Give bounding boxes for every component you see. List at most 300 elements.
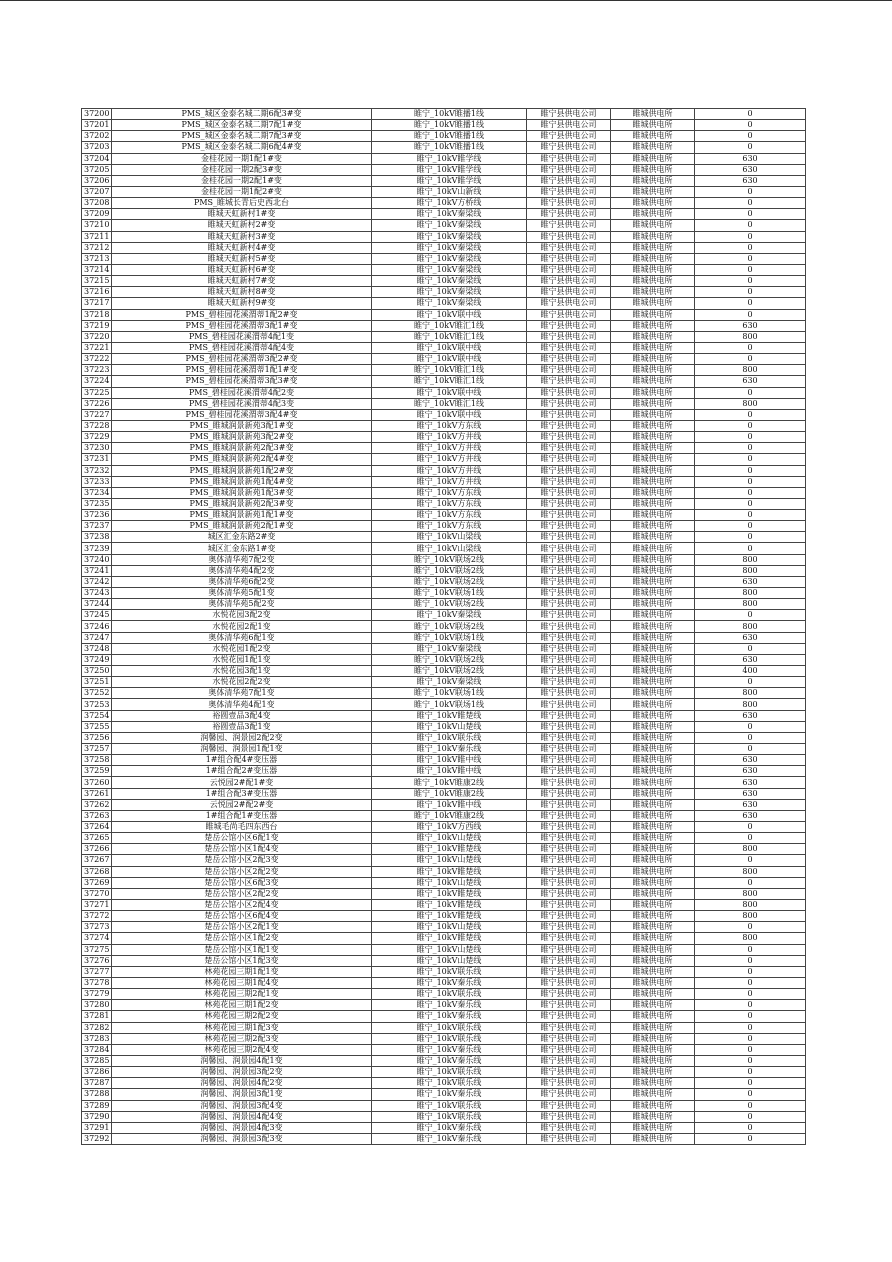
- table-row: [82, 699, 806, 710]
- table-row: [82, 186, 806, 197]
- capacity-cell: 630: [695, 576, 806, 587]
- transformer-name-cell: PMS_碧桂园花溪渭蒂4配4变: [112, 342, 372, 353]
- transformer-name-cell: 城区汇金东路1#变: [112, 543, 372, 554]
- feeder-line-cell: 睢宁_10kV联场2线: [372, 666, 527, 677]
- feeder-line-cell: 睢宁_10kV秦梁线: [372, 231, 527, 242]
- table-row: [82, 688, 806, 699]
- transformer-name-cell: PMS_睢城润景新苑3配1#变: [112, 420, 372, 431]
- station-cell: 睢城供电所: [611, 309, 695, 320]
- transformer-name-cell: PMS_睢城润景新苑1配4#变: [112, 476, 372, 487]
- transformer-name-cell: 楚岳公馆小区6配1变: [112, 833, 372, 844]
- transformer-name-cell: 奥体清华苑7配2变: [112, 554, 372, 565]
- transformer-name-cell: PMS_城区金泰名城二期7配3#变: [112, 131, 372, 142]
- transformer-name-cell: 林苑花园三期2配1变: [112, 989, 372, 1000]
- transformer-name-cell: PMS_碧桂园花溪渭蒂3配4#变: [112, 409, 372, 420]
- feeder-line-cell: 睢宁_10kV山楚线: [372, 944, 527, 955]
- row-id-cell: 37250: [82, 666, 112, 677]
- capacity-cell: 800: [695, 933, 806, 944]
- station-cell: 睢城供电所: [611, 109, 695, 120]
- capacity-cell: 0: [695, 532, 806, 543]
- capacity-cell: 0: [695, 387, 806, 398]
- table-row: [82, 109, 806, 120]
- feeder-line-cell: 睢宁_10kV方东线: [372, 521, 527, 532]
- table-row: [82, 933, 806, 944]
- transformer-name-cell: 润馨园、润景园4配1变: [112, 1055, 372, 1066]
- feeder-line-cell: 睢宁_10kV联场1线: [372, 588, 527, 599]
- table-row: [82, 320, 806, 331]
- capacity-cell: 0: [695, 354, 806, 365]
- table-row: [82, 744, 806, 755]
- feeder-line-cell: 睢宁_10kV睢康2线: [372, 810, 527, 821]
- table-row: [82, 510, 806, 521]
- company-cell: 睢宁县供电公司: [527, 777, 611, 788]
- capacity-cell: 630: [695, 710, 806, 721]
- capacity-cell: 0: [695, 432, 806, 443]
- feeder-line-cell: 睢宁_10kV方桥线: [372, 198, 527, 209]
- row-id-cell: 37265: [82, 833, 112, 844]
- table-row: [82, 543, 806, 554]
- capacity-cell: 0: [695, 476, 806, 487]
- station-cell: 睢城供电所: [611, 877, 695, 888]
- company-cell: 睢宁县供电公司: [527, 220, 611, 231]
- station-cell: 睢城供电所: [611, 554, 695, 565]
- station-cell: 睢城供电所: [611, 1000, 695, 1011]
- feeder-line-cell: 睢宁_10kV睢汇1线: [372, 331, 527, 342]
- feeder-line-cell: 睢宁_10kV联乐线: [372, 732, 527, 743]
- row-id-cell: 37286: [82, 1067, 112, 1078]
- row-id-cell: 37217: [82, 298, 112, 309]
- feeder-line-cell: 睢宁_10kV睢中线: [372, 799, 527, 810]
- company-cell: 睢宁县供电公司: [527, 131, 611, 142]
- row-id-cell: 37232: [82, 465, 112, 476]
- company-cell: 睢宁县供电公司: [527, 1133, 611, 1144]
- capacity-cell: 800: [695, 398, 806, 409]
- company-cell: 睢宁县供电公司: [527, 977, 611, 988]
- capacity-cell: 0: [695, 643, 806, 654]
- feeder-line-cell: 睢宁_10kV秦梁线: [372, 610, 527, 621]
- station-cell: 睢城供电所: [611, 120, 695, 131]
- transformer-name-cell: 睢城天虹新村5#变: [112, 253, 372, 264]
- table-row: [82, 1133, 806, 1144]
- transformer-name-cell: PMS_城区金泰名城二期6配4#变: [112, 142, 372, 153]
- feeder-line-cell: 睢宁_10kV秦乐线: [372, 1089, 527, 1100]
- capacity-cell: 0: [695, 120, 806, 131]
- station-cell: 睢城供电所: [611, 354, 695, 365]
- transformer-data-table: [81, 108, 806, 1145]
- table-row: [82, 521, 806, 532]
- row-id-cell: 37281: [82, 1011, 112, 1022]
- transformer-name-cell: 奥体清华苑6配2变: [112, 576, 372, 587]
- feeder-line-cell: 睢宁_10kV山楚线: [372, 833, 527, 844]
- feeder-line-cell: 睢宁_10kV方井线: [372, 476, 527, 487]
- row-id-cell: 37247: [82, 632, 112, 643]
- transformer-name-cell: 1#组合配1#变压器: [112, 810, 372, 821]
- station-cell: 睢城供电所: [611, 1111, 695, 1122]
- company-cell: 睢宁县供电公司: [527, 933, 611, 944]
- company-cell: 睢宁县供电公司: [527, 164, 611, 175]
- feeder-line-cell: 睢宁_10kV联乐线: [372, 1100, 527, 1111]
- transformer-name-cell: 云悦园2#配1#变: [112, 777, 372, 788]
- feeder-line-cell: 睢宁_10kV山楚线: [372, 877, 527, 888]
- row-id-cell: 37248: [82, 643, 112, 654]
- capacity-cell: 0: [695, 1000, 806, 1011]
- company-cell: 睢宁县供电公司: [527, 1100, 611, 1111]
- transformer-name-cell: 林苑花园三期2配2变: [112, 1011, 372, 1022]
- feeder-line-cell: 睢宁_10kV睢中线: [372, 766, 527, 777]
- row-id-cell: 37287: [82, 1078, 112, 1089]
- station-cell: 睢城供电所: [611, 420, 695, 431]
- table-row: [82, 454, 806, 465]
- table-row: [82, 220, 806, 231]
- table-row: [82, 877, 806, 888]
- table-body: [82, 109, 806, 1145]
- row-id-cell: 37256: [82, 732, 112, 743]
- table-row: [82, 476, 806, 487]
- table-row: [82, 153, 806, 164]
- station-cell: 睢城供电所: [611, 476, 695, 487]
- feeder-line-cell: 睢宁_10kV联场1线: [372, 699, 527, 710]
- station-cell: 睢城供电所: [611, 521, 695, 532]
- feeder-line-cell: 睢宁_10kV睢楚线: [372, 866, 527, 877]
- transformer-name-cell: 睢城天虹新村4#变: [112, 242, 372, 253]
- capacity-cell: 630: [695, 799, 806, 810]
- station-cell: 睢城供电所: [611, 231, 695, 242]
- transformer-name-cell: 奥体清华苑7配1变: [112, 688, 372, 699]
- station-cell: 睢城供电所: [611, 899, 695, 910]
- transformer-name-cell: 润馨园、润景园3配3变: [112, 1133, 372, 1144]
- capacity-cell: 630: [695, 766, 806, 777]
- transformer-name-cell: 楚岳公馆小区2配2变: [112, 866, 372, 877]
- station-cell: 睢城供电所: [611, 643, 695, 654]
- row-id-cell: 37260: [82, 777, 112, 788]
- company-cell: 睢宁县供电公司: [527, 554, 611, 565]
- station-cell: 睢城供电所: [611, 922, 695, 933]
- feeder-line-cell: 睢宁_10kV睢康2线: [372, 777, 527, 788]
- row-id-cell: 37253: [82, 699, 112, 710]
- station-cell: 睢城供电所: [611, 810, 695, 821]
- table-row: [82, 175, 806, 186]
- feeder-line-cell: 睢宁_10kV睢播1线: [372, 109, 527, 120]
- station-cell: 睢城供电所: [611, 432, 695, 443]
- table-row: [82, 565, 806, 576]
- feeder-line-cell: 睢宁_10kV联乐线: [372, 989, 527, 1000]
- company-cell: 睢宁县供电公司: [527, 476, 611, 487]
- transformer-name-cell: 楚岳公馆小区2配4变: [112, 899, 372, 910]
- top-border-line: [0, 0, 892, 1]
- capacity-cell: 800: [695, 899, 806, 910]
- row-id-cell: 37226: [82, 398, 112, 409]
- capacity-cell: 0: [695, 721, 806, 732]
- station-cell: 睢城供电所: [611, 331, 695, 342]
- transformer-name-cell: 奥体清华苑4配1变: [112, 699, 372, 710]
- table-row: [82, 989, 806, 1000]
- table-row: [82, 911, 806, 922]
- feeder-line-cell: 睢宁_10kV睢康2线: [372, 788, 527, 799]
- transformer-name-cell: PMS_睢城润景新苑1配3#变: [112, 487, 372, 498]
- station-cell: 睢城供电所: [611, 131, 695, 142]
- feeder-line-cell: 睢宁_10kV秦梁线: [372, 220, 527, 231]
- capacity-cell: 800: [695, 588, 806, 599]
- capacity-cell: 0: [695, 220, 806, 231]
- row-id-cell: 37224: [82, 376, 112, 387]
- company-cell: 睢宁县供电公司: [527, 911, 611, 922]
- table-row: [82, 532, 806, 543]
- station-cell: 睢城供电所: [611, 1100, 695, 1111]
- station-cell: 睢城供电所: [611, 164, 695, 175]
- company-cell: 睢宁县供电公司: [527, 732, 611, 743]
- feeder-line-cell: 睢宁_10kV睢汇1线: [372, 365, 527, 376]
- company-cell: 睢宁县供电公司: [527, 287, 611, 298]
- company-cell: 睢宁县供电公司: [527, 120, 611, 131]
- table-row: [82, 1089, 806, 1100]
- row-id-cell: 37219: [82, 320, 112, 331]
- capacity-cell: 0: [695, 409, 806, 420]
- row-id-cell: 37239: [82, 543, 112, 554]
- capacity-cell: 800: [695, 599, 806, 610]
- row-id-cell: 37243: [82, 588, 112, 599]
- row-id-cell: 37278: [82, 977, 112, 988]
- station-cell: 睢城供电所: [611, 599, 695, 610]
- station-cell: 睢城供电所: [611, 1022, 695, 1033]
- capacity-cell: 630: [695, 164, 806, 175]
- row-id-cell: 37269: [82, 877, 112, 888]
- feeder-line-cell: 睢宁_10kV联乐线: [372, 1078, 527, 1089]
- station-cell: 睢城供电所: [611, 766, 695, 777]
- transformer-name-cell: 金桂花园一期1配2#变: [112, 186, 372, 197]
- capacity-cell: 800: [695, 866, 806, 877]
- table-row: [82, 209, 806, 220]
- station-cell: 睢城供电所: [611, 688, 695, 699]
- station-cell: 睢城供电所: [611, 621, 695, 632]
- station-cell: 睢城供电所: [611, 699, 695, 710]
- station-cell: 睢城供电所: [611, 588, 695, 599]
- company-cell: 睢宁县供电公司: [527, 899, 611, 910]
- table-row: [82, 264, 806, 275]
- feeder-line-cell: 睢宁_10kV联乐线: [372, 1022, 527, 1033]
- company-cell: 睢宁县供电公司: [527, 822, 611, 833]
- feeder-line-cell: 睢宁_10kV联中线: [372, 409, 527, 420]
- transformer-name-cell: 楚岳公馆小区2配1变: [112, 922, 372, 933]
- company-cell: 睢宁县供电公司: [527, 688, 611, 699]
- feeder-line-cell: 睢宁_10kV联场2线: [372, 621, 527, 632]
- table-row: [82, 777, 806, 788]
- station-cell: 睢城供电所: [611, 833, 695, 844]
- company-cell: 睢宁县供电公司: [527, 1122, 611, 1133]
- feeder-line-cell: 睢宁_10kV秦乐线: [372, 1133, 527, 1144]
- company-cell: 睢宁县供电公司: [527, 432, 611, 443]
- capacity-cell: 0: [695, 109, 806, 120]
- station-cell: 睢城供电所: [611, 955, 695, 966]
- station-cell: 睢城供电所: [611, 632, 695, 643]
- transformer-name-cell: 润馨园、润景园2配2变: [112, 732, 372, 743]
- capacity-cell: 800: [695, 699, 806, 710]
- company-cell: 睢宁县供电公司: [527, 922, 611, 933]
- table-row: [82, 242, 806, 253]
- feeder-line-cell: 睢宁_10kV睢汇1线: [372, 398, 527, 409]
- feeder-line-cell: 睢宁_10kV联中线: [372, 354, 527, 365]
- capacity-cell: 630: [695, 175, 806, 186]
- station-cell: 睢城供电所: [611, 142, 695, 153]
- transformer-name-cell: PMS_碧桂园花溪渭蒂4配2变: [112, 387, 372, 398]
- row-id-cell: 37277: [82, 966, 112, 977]
- company-cell: 睢宁县供电公司: [527, 498, 611, 509]
- table-row: [82, 554, 806, 565]
- company-cell: 睢宁县供电公司: [527, 510, 611, 521]
- feeder-line-cell: 睢宁_10kV秦乐线: [372, 1011, 527, 1022]
- row-id-cell: 37285: [82, 1055, 112, 1066]
- transformer-name-cell: 林苑花园三期1配3变: [112, 1022, 372, 1033]
- feeder-line-cell: 睢宁_10kV联场2线: [372, 554, 527, 565]
- station-cell: 睢城供电所: [611, 732, 695, 743]
- row-id-cell: 37236: [82, 510, 112, 521]
- row-id-cell: 37276: [82, 955, 112, 966]
- transformer-name-cell: 金桂花园一期1配1#变: [112, 153, 372, 164]
- capacity-cell: 630: [695, 777, 806, 788]
- company-cell: 睢宁县供电公司: [527, 888, 611, 899]
- station-cell: 睢城供电所: [611, 454, 695, 465]
- feeder-line-cell: 睢宁_10kV方井线: [372, 465, 527, 476]
- transformer-name-cell: 金桂花园一期2配1#变: [112, 175, 372, 186]
- table-row: [82, 487, 806, 498]
- company-cell: 睢宁县供电公司: [527, 521, 611, 532]
- transformer-name-cell: 奥体清华苑6配1变: [112, 632, 372, 643]
- station-cell: 睢城供电所: [611, 253, 695, 264]
- transformer-name-cell: 睢城毛尚毛四东西台: [112, 822, 372, 833]
- feeder-line-cell: 睢宁_10kV联场2线: [372, 576, 527, 587]
- company-cell: 睢宁县供电公司: [527, 153, 611, 164]
- capacity-cell: 0: [695, 1100, 806, 1111]
- transformer-name-cell: 润馨园、润景园1配1变: [112, 744, 372, 755]
- company-cell: 睢宁县供电公司: [527, 1011, 611, 1022]
- feeder-line-cell: 睢宁_10kV睢播1线: [372, 142, 527, 153]
- capacity-cell: 0: [695, 209, 806, 220]
- capacity-cell: 0: [695, 454, 806, 465]
- capacity-cell: 0: [695, 287, 806, 298]
- feeder-line-cell: 睢宁_10kV睢播1线: [372, 131, 527, 142]
- transformer-name-cell: 润馨园、润景园3配2变: [112, 1067, 372, 1078]
- row-id-cell: 37223: [82, 365, 112, 376]
- row-id-cell: 37202: [82, 131, 112, 142]
- capacity-cell: 0: [695, 521, 806, 532]
- company-cell: 睢宁县供电公司: [527, 833, 611, 844]
- company-cell: 睢宁县供电公司: [527, 253, 611, 264]
- feeder-line-cell: 睢宁_10kV秦梁线: [372, 643, 527, 654]
- capacity-cell: 0: [695, 231, 806, 242]
- company-cell: 睢宁县供电公司: [527, 643, 611, 654]
- feeder-line-cell: 睢宁_10kV方西线: [372, 822, 527, 833]
- row-id-cell: 37245: [82, 610, 112, 621]
- station-cell: 睢城供电所: [611, 977, 695, 988]
- row-id-cell: 37213: [82, 253, 112, 264]
- row-id-cell: 37234: [82, 487, 112, 498]
- row-id-cell: 37222: [82, 354, 112, 365]
- company-cell: 睢宁县供电公司: [527, 376, 611, 387]
- capacity-cell: 630: [695, 654, 806, 665]
- company-cell: 睢宁县供电公司: [527, 855, 611, 866]
- capacity-cell: 0: [695, 944, 806, 955]
- feeder-line-cell: 睢宁_10kV方东线: [372, 510, 527, 521]
- feeder-line-cell: 睢宁_10kV睢楚线: [372, 899, 527, 910]
- table-row: [82, 309, 806, 320]
- table-row: [82, 120, 806, 131]
- table-row: [82, 788, 806, 799]
- row-id-cell: 37228: [82, 420, 112, 431]
- row-id-cell: 37208: [82, 198, 112, 209]
- capacity-cell: 0: [695, 1089, 806, 1100]
- transformer-name-cell: 金桂花园一期2配3#变: [112, 164, 372, 175]
- feeder-line-cell: 睢宁_10kV秦梁线: [372, 287, 527, 298]
- station-cell: 睢城供电所: [611, 1067, 695, 1078]
- feeder-line-cell: 睢宁_10kV联场1线: [372, 688, 527, 699]
- company-cell: 睢宁县供电公司: [527, 989, 611, 1000]
- transformer-name-cell: 云悦园2#配2#变: [112, 799, 372, 810]
- capacity-cell: 0: [695, 1055, 806, 1066]
- table-row: [82, 654, 806, 665]
- company-cell: 睢宁县供电公司: [527, 109, 611, 120]
- company-cell: 睢宁县供电公司: [527, 175, 611, 186]
- feeder-line-cell: 睢宁_10kV方井线: [372, 454, 527, 465]
- feeder-line-cell: 睢宁_10kV秦梁线: [372, 264, 527, 275]
- table-row: [82, 632, 806, 643]
- feeder-line-cell: 睢宁_10kV秦梁线: [372, 209, 527, 220]
- station-cell: 睢城供电所: [611, 409, 695, 420]
- station-cell: 睢城供电所: [611, 1044, 695, 1055]
- feeder-line-cell: 睢宁_10kV睢楚线: [372, 911, 527, 922]
- capacity-cell: 0: [695, 1067, 806, 1078]
- row-id-cell: 37264: [82, 822, 112, 833]
- row-id-cell: 37249: [82, 654, 112, 665]
- feeder-line-cell: 睢宁_10kV山楚线: [372, 922, 527, 933]
- table-row: [82, 198, 806, 209]
- capacity-cell: 630: [695, 376, 806, 387]
- feeder-line-cell: 睢宁_10kV山新线: [372, 186, 527, 197]
- feeder-line-cell: 睢宁_10kV联中线: [372, 309, 527, 320]
- company-cell: 睢宁县供电公司: [527, 788, 611, 799]
- company-cell: 睢宁县供电公司: [527, 576, 611, 587]
- feeder-line-cell: 睢宁_10kV联乐线: [372, 966, 527, 977]
- company-cell: 睢宁县供电公司: [527, 298, 611, 309]
- feeder-line-cell: 睢宁_10kV睢楚线: [372, 710, 527, 721]
- company-cell: 睢宁县供电公司: [527, 966, 611, 977]
- table-row: [82, 1033, 806, 1044]
- table-row: [82, 710, 806, 721]
- station-cell: 睢城供电所: [611, 220, 695, 231]
- row-id-cell: 37241: [82, 565, 112, 576]
- transformer-name-cell: 睢城天虹新村8#变: [112, 287, 372, 298]
- station-cell: 睢城供电所: [611, 287, 695, 298]
- company-cell: 睢宁县供电公司: [527, 1000, 611, 1011]
- row-id-cell: 37244: [82, 599, 112, 610]
- capacity-cell: 0: [695, 198, 806, 209]
- capacity-cell: 800: [695, 888, 806, 899]
- station-cell: 睢城供电所: [611, 944, 695, 955]
- row-id-cell: 37210: [82, 220, 112, 231]
- capacity-cell: 0: [695, 989, 806, 1000]
- row-id-cell: 37259: [82, 766, 112, 777]
- transformer-name-cell: PMS_碧桂园花溪渭蒂3配3#变: [112, 376, 372, 387]
- row-id-cell: 37204: [82, 153, 112, 164]
- transformer-name-cell: PMS_碧桂园花溪渭蒂1配2#变: [112, 309, 372, 320]
- transformer-name-cell: 楚岳公馆小区1配2变: [112, 933, 372, 944]
- row-id-cell: 37280: [82, 1000, 112, 1011]
- company-cell: 睢宁县供电公司: [527, 420, 611, 431]
- feeder-line-cell: 睢宁_10kV秦乐线: [372, 744, 527, 755]
- company-cell: 睢宁县供电公司: [527, 654, 611, 665]
- row-id-cell: 37254: [82, 710, 112, 721]
- transformer-name-cell: 奥体清华苑4配2变: [112, 565, 372, 576]
- capacity-cell: 0: [695, 922, 806, 933]
- feeder-line-cell: 睢宁_10kV睢楚线: [372, 888, 527, 899]
